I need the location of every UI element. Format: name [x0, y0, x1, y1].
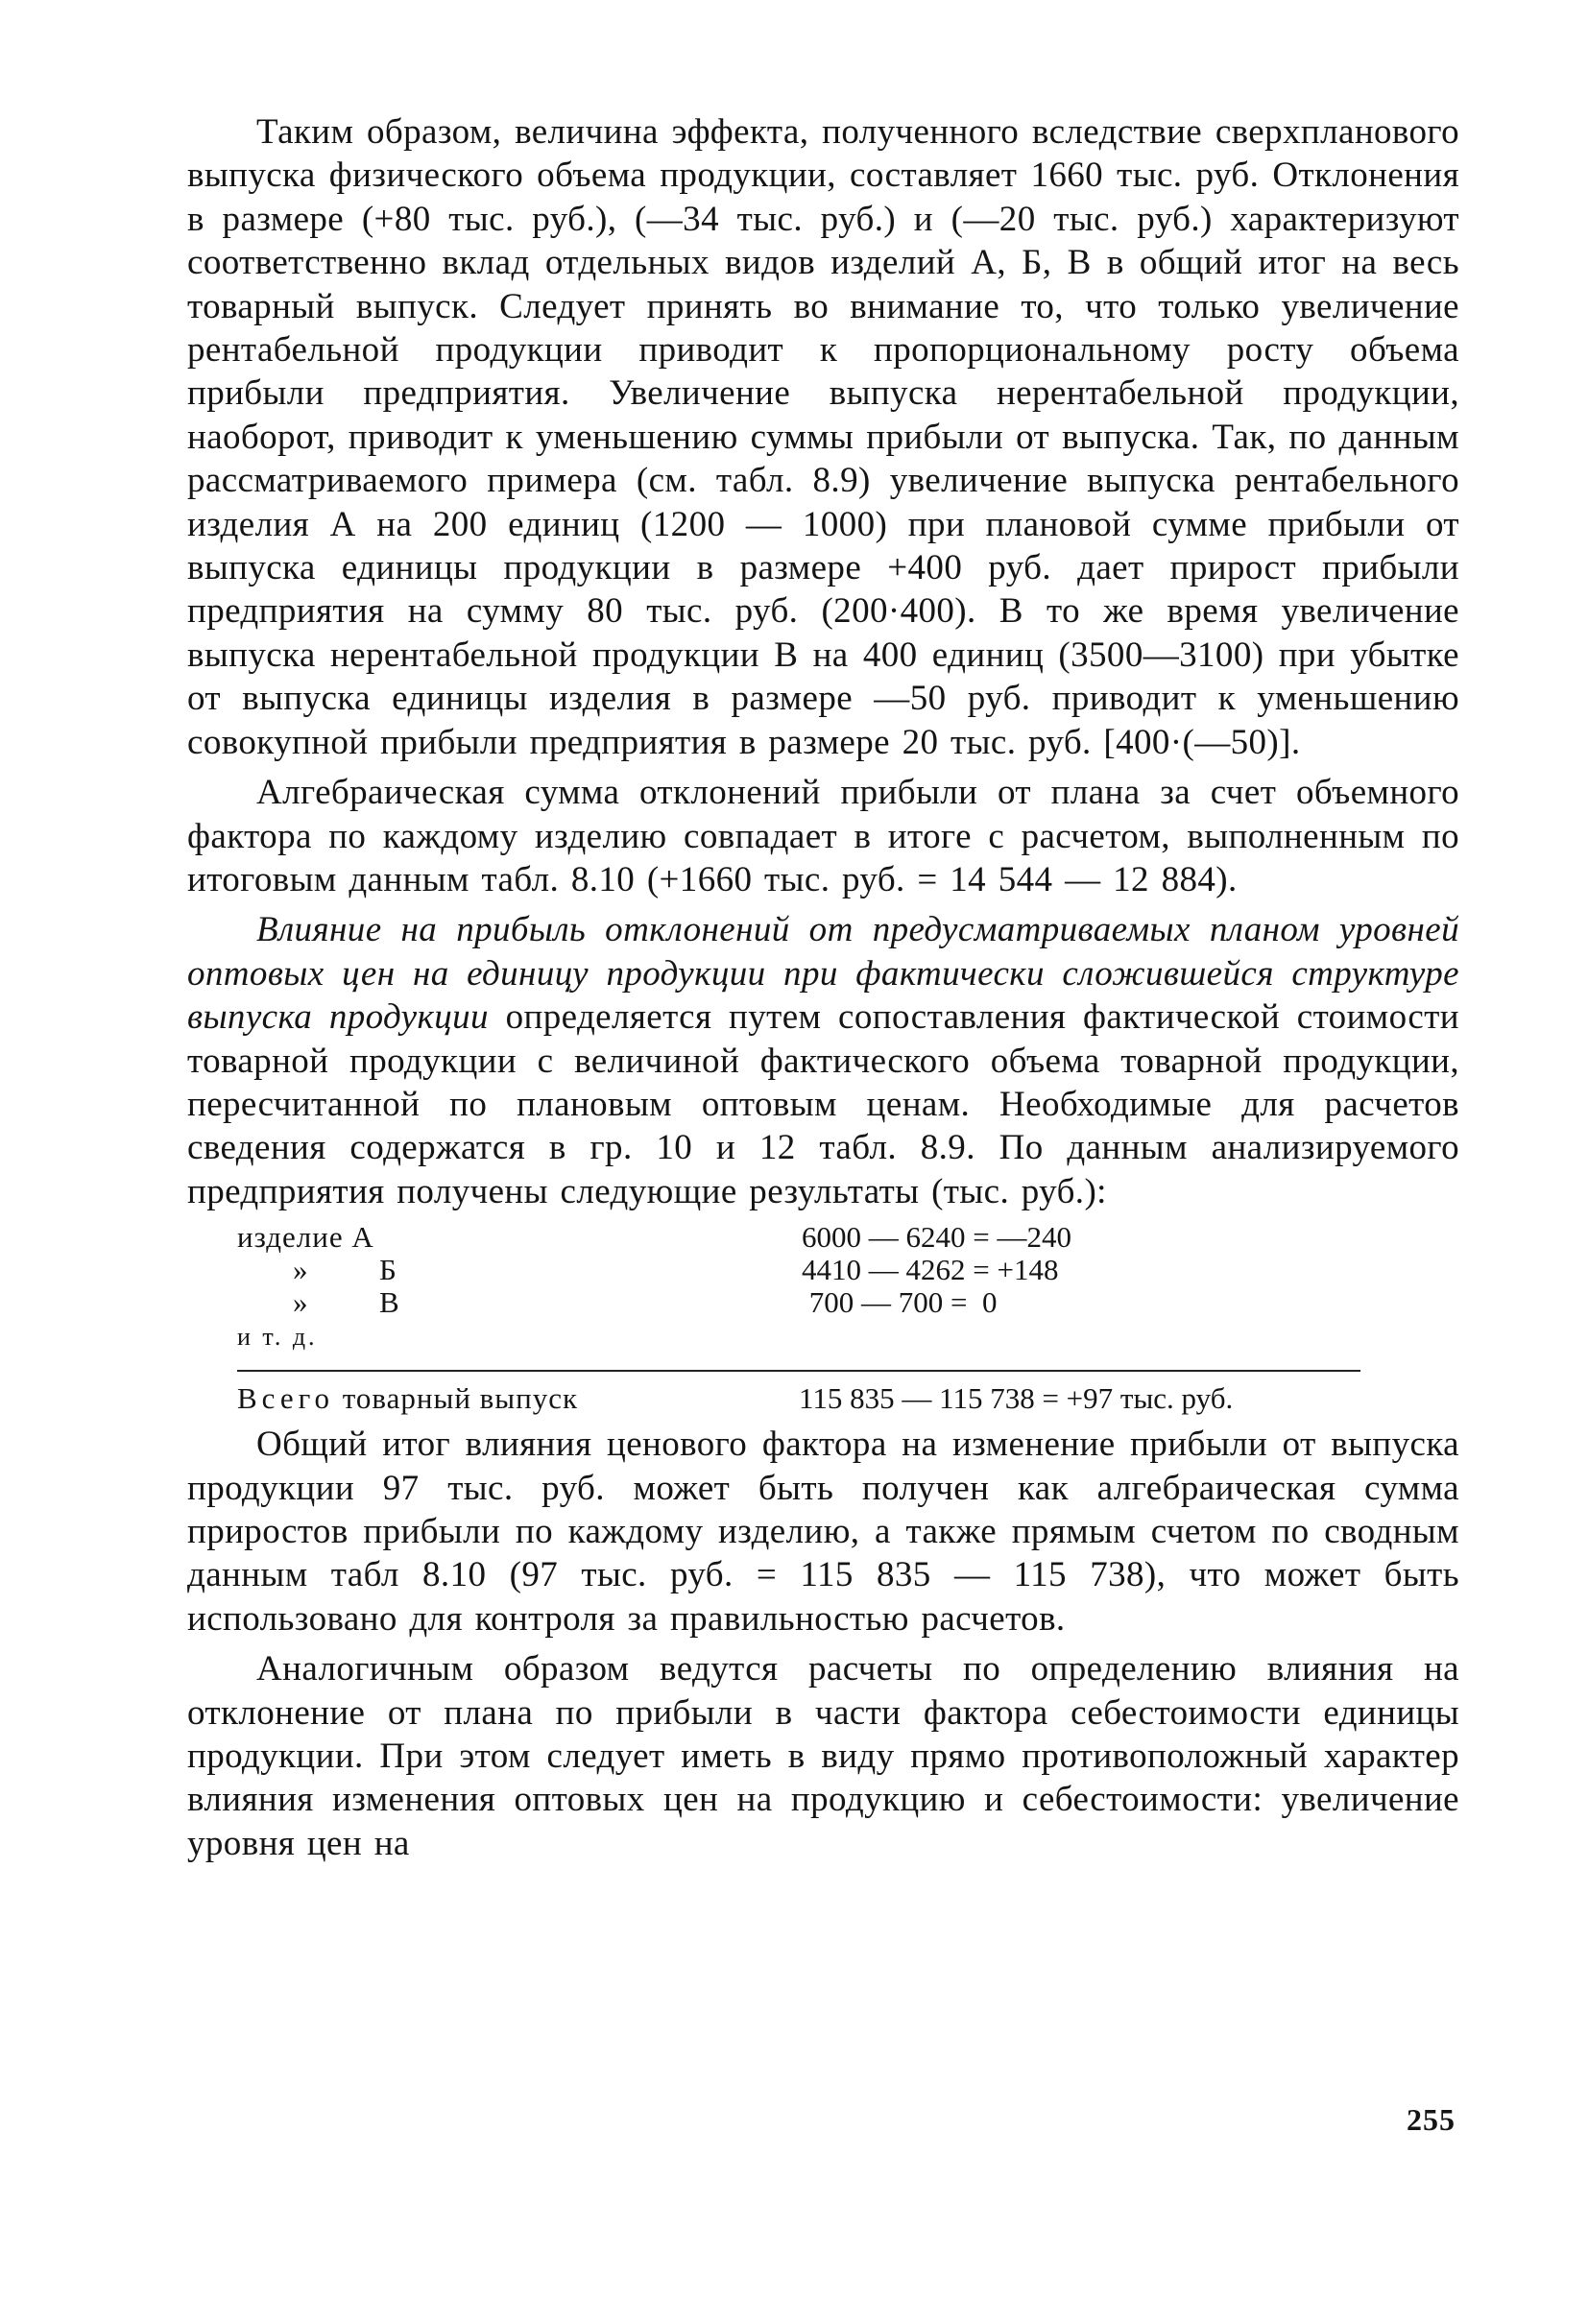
- calc-row-letter: В: [379, 1285, 399, 1320]
- calc-row-a: [187, 1221, 1459, 1254]
- calculation-block: [187, 1221, 1459, 1423]
- total-divider: [237, 1370, 1360, 1372]
- paragraph-price-factor: [187, 908, 1459, 1213]
- calc-row-b: [187, 1254, 1459, 1286]
- calc-row-letter: Б: [379, 1253, 397, 1287]
- italic-heading-text: Влияние на прибыль отклонений от предусматриваемых планом уровней оптовых цен на единицу продукции при фактически сложившейся структуре выпуска продукции: [187, 910, 1459, 1038]
- calc-row-label: изделие А: [237, 1220, 374, 1255]
- total-value: 115 835 — 115 738 = +97 тыс. руб.: [799, 1381, 1234, 1416]
- paragraph-total-price-effect: Общий итог влияния ценового фактора на изменение прибыли от выпуска продукции 97 тыс. руб. может быть получен как алгебраическая сумма приростов прибыли по каждому изделию, а также прямым счетом по сводным данным табл 8.10 (97 тыс. руб. = 115 835 — 115 738), что может быть использовано для контроля за правильностью расчетов.: [187, 1425, 1459, 1639]
- paragraph-price-factor-text: определяется путем сопоставления фактической стоимости товарной продукции с величиной фактического объема товарной продукции, пересчитанной по плановым оптовым ценам. Необходимые для расчетов сведения содержатся в гр. 10 и 12 табл. 8.9. По данным анализируемого предприятия получены следующие результаты (тыс. руб.):: [187, 997, 1459, 1211]
- total-label-spaced: Всего: [237, 1381, 335, 1416]
- total-label-rest: товарный выпуск: [334, 1381, 579, 1416]
- calc-row-label: и т. д.: [237, 1323, 318, 1352]
- calc-row-expression: 6000 — 6240 = —240: [802, 1220, 1071, 1255]
- calc-row-expression: 4410 — 4262 = +148: [802, 1253, 1059, 1287]
- paragraph-algebraic-sum: Алгебраическая сумма отклонений прибыли от плана за счет объемного фактора по каждому изделию совпадает в итоге с расчетом, выполненным по итоговым данным табл. 8.10 (+1660 тыс. руб. = 14 544 — 12 884).: [187, 773, 1459, 899]
- paragraph-cost-factor: Аналогичным образом ведутся расчеты по определению влияния на отклонение от плана по прибыли в части фактора себестоимости единицы продукции. При этом следует иметь в виду прямо противоположный характер влияния изменения оптовых цен на продукцию и себестоимости: увеличение уровня цен на: [187, 1649, 1459, 1863]
- total-label: [237, 1382, 578, 1415]
- ditto-mark: »: [293, 1285, 308, 1320]
- paragraph-volume-effect: Таким образом, величина эффекта, полученного вследствие сверхпланового выпуска физического объема продукции, составляет 1660 тыс. руб. Отклонения в размере (+80 тыс. руб.), (—34 тыс. руб.) и (—20 тыс. руб.) характеризуют соответственно вклад отдельных видов изделий А, Б, В в общий итог на весь товарный выпуск. Следует принять во внимание то, что только увеличение рентабельной продукции приводит к пропорциональному росту объема прибыли предприятия. Увеличение выпуска нерентабельной продукции, наоборот, приводит к уменьшению суммы прибыли от выпуска. Так, по данным рассматриваемого примера (см. табл. 8.9) увеличение выпуска рентабельного изделия А на 200 единиц (1200 — 1000) при плановой сумме прибыли от выпуска единицы продукции в размере +400 руб. дает прирост прибыли предприятия на сумму 80 тыс. руб. (200·400). В то же время увеличение выпуска нерентабельной продукции В на 400 единиц (3500—3100) при убытке от выпуска единицы изделия в размере —50 руб. приводит к уменьшению совокупной прибыли предприятия в размере 20 тыс. руб. [400·(—50)].: [187, 112, 1459, 762]
- calc-row-v: [187, 1286, 1459, 1319]
- page-content: [187, 110, 1459, 1865]
- page-number: 255: [1407, 2102, 1456, 2137]
- ditto-mark: »: [293, 1253, 308, 1287]
- calc-row-expression: 700 — 700 = 0: [802, 1285, 998, 1320]
- calc-row-etc: [187, 1321, 1459, 1354]
